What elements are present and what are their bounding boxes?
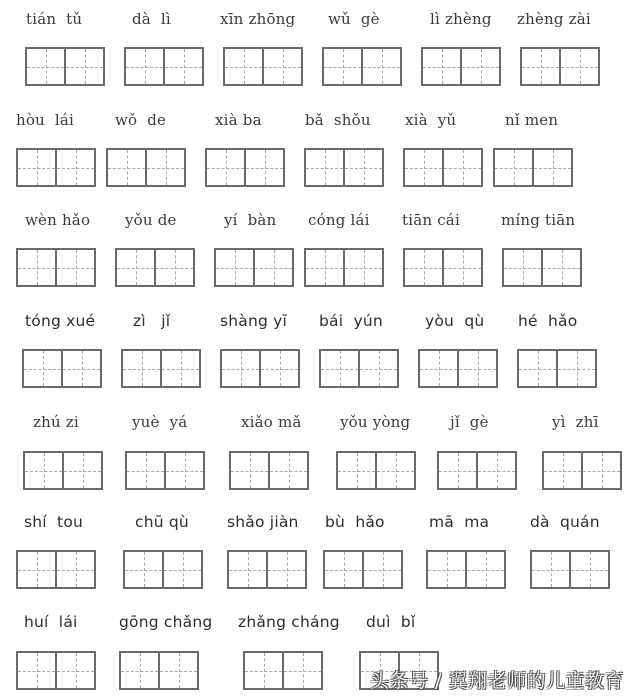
tianzige-cell[interactable] [544,453,581,488]
tianzige-cell[interactable] [154,250,193,285]
pinyin-label: dà quán [530,513,600,531]
tianzige-cell[interactable] [439,453,476,488]
writing-grid[interactable] [115,248,195,287]
writing-grid[interactable] [16,248,96,287]
writing-grid[interactable] [223,47,303,86]
pinyin-label: dà lì [132,10,171,28]
tianzige-cell[interactable] [465,552,504,587]
tianzige-cell[interactable] [145,150,184,185]
writing-grid[interactable] [22,349,102,388]
tianzige-cell[interactable] [442,250,481,285]
pinyin-label: yǒu yòng [340,413,411,431]
tianzige-cell[interactable] [123,351,160,386]
tianzige-cell[interactable] [121,653,158,688]
pinyin-label: zhǎng cháng [238,613,340,631]
tianzige-cell[interactable] [162,552,201,587]
pinyin-label: xiǎo mǎ [241,413,302,431]
tianzige-cell[interactable] [61,351,100,386]
tianzige-cell[interactable] [18,653,55,688]
writing-grid[interactable] [403,148,483,187]
writing-grid[interactable] [403,248,483,287]
tianzige-cell[interactable] [55,653,94,688]
writing-grid[interactable] [23,451,103,490]
writing-grid[interactable] [530,550,610,589]
tianzige-cell[interactable] [324,49,361,84]
writing-grid[interactable] [336,451,416,490]
writing-grid[interactable] [16,148,96,187]
tianzige-cell[interactable] [164,453,203,488]
tianzige-cell[interactable] [55,250,94,285]
tianzige-cell[interactable] [268,453,307,488]
tianzige-cell[interactable] [495,150,532,185]
tianzige-cell[interactable] [519,351,556,386]
tianzige-cell[interactable] [362,552,401,587]
writing-grid[interactable] [418,349,498,388]
tianzige-cell[interactable] [25,453,62,488]
tianzige-cell[interactable] [158,653,197,688]
pinyin-label: zhèng zài [517,10,591,28]
writing-grid[interactable] [304,248,384,287]
pinyin-label: tián tǔ [26,10,83,28]
tianzige-cell[interactable] [229,552,266,587]
tianzige-cell[interactable] [245,653,282,688]
pinyin-label: yòu qù [425,312,485,330]
tianzige-cell[interactable] [405,250,442,285]
tianzige-cell[interactable] [222,351,259,386]
tianzige-cell[interactable] [18,150,55,185]
writing-grid[interactable] [421,47,501,86]
tianzige-cell[interactable] [18,552,55,587]
writing-grid[interactable] [319,349,399,388]
tianzige-cell[interactable] [358,351,397,386]
pinyin-label: bù hǎo [325,513,385,531]
writing-grid[interactable] [517,349,597,388]
tianzige-cell[interactable] [55,150,94,185]
tianzige-cell[interactable] [125,552,162,587]
pinyin-label: shàng yī [220,312,288,330]
writing-grid[interactable] [227,550,307,589]
tianzige-cell[interactable] [541,250,580,285]
tianzige-cell[interactable] [64,49,103,84]
tianzige-cell[interactable] [163,49,202,84]
tianzige-cell[interactable] [55,552,94,587]
writing-grid[interactable] [323,550,403,589]
tianzige-cell[interactable] [266,552,305,587]
tianzige-cell[interactable] [24,351,61,386]
pinyin-label: bái yún [319,312,383,330]
tianzige-cell[interactable] [160,351,199,386]
writing-grid[interactable] [520,47,600,86]
pinyin-label: hòu lái [16,111,75,129]
tianzige-cell[interactable] [556,351,595,386]
tianzige-cell[interactable] [343,250,382,285]
pinyin-label: shí tou [24,513,84,531]
tianzige-cell[interactable] [321,351,358,386]
pinyin-label: cóng lái [308,211,370,229]
tianzige-cell[interactable] [207,150,244,185]
tianzige-cell[interactable] [27,49,64,84]
writing-grid[interactable] [124,47,204,86]
writing-grid[interactable] [125,451,205,490]
pinyin-label: xīn zhōng [220,10,296,28]
tianzige-cell[interactable] [442,150,481,185]
tianzige-cell[interactable] [476,453,515,488]
tianzige-cell[interactable] [405,150,442,185]
tianzige-cell[interactable] [126,49,163,84]
tianzige-cell[interactable] [306,250,343,285]
tianzige-cell[interactable] [325,552,362,587]
writing-grid[interactable] [437,451,517,490]
writing-grid[interactable] [243,651,323,690]
writing-grid[interactable] [322,47,402,86]
writing-grid[interactable] [121,349,201,388]
tianzige-cell[interactable] [420,351,457,386]
tianzige-cell[interactable] [231,453,268,488]
tianzige-cell[interactable] [306,150,343,185]
pinyin-label: yì zhī [552,413,599,431]
tianzige-cell[interactable] [127,453,164,488]
tianzige-cell[interactable] [457,351,496,386]
writing-grid[interactable] [426,550,506,589]
tianzige-cell[interactable] [244,150,283,185]
tianzige-cell[interactable] [338,453,375,488]
pinyin-label: yǒu de [125,211,177,229]
tianzige-cell[interactable] [375,453,414,488]
watermark: 头条号 / 翼翔老师的儿童教育 [370,670,624,692]
tianzige-cell[interactable] [282,653,321,688]
tianzige-cell[interactable] [559,49,598,84]
pinyin-label: duì bǐ [366,613,416,631]
tianzige-cell[interactable] [361,49,400,84]
pinyin-label: míng tiān [501,211,576,229]
pinyin-label: chū qù [135,513,189,531]
writing-grid[interactable] [16,550,96,589]
pinyin-label: nǐ men [505,111,559,129]
tianzige-cell[interactable] [343,150,382,185]
tianzige-cell[interactable] [423,49,460,84]
pinyin-label: zhú zi [33,413,79,431]
pinyin-label: yuè yá [132,413,188,431]
tianzige-cell[interactable] [216,250,253,285]
writing-grid[interactable] [123,550,203,589]
pinyin-label: tóng xué [25,312,96,330]
pinyin-label: xià ba [215,111,262,129]
tianzige-cell[interactable] [581,453,620,488]
tianzige-cell[interactable] [108,150,145,185]
pinyin-label: zì jǐ [133,312,171,330]
pinyin-label: gōng chǎng [119,613,213,631]
writing-grid[interactable] [214,248,294,287]
pinyin-label: wǒ de [115,111,167,129]
writing-grid[interactable] [205,148,285,187]
tianzige-cell[interactable] [532,150,571,185]
tianzige-cell[interactable] [253,250,292,285]
tianzige-cell[interactable] [225,49,262,84]
writing-grid[interactable] [493,148,573,187]
writing-grid[interactable] [220,349,300,388]
writing-grid[interactable] [304,148,384,187]
tianzige-cell[interactable] [117,250,154,285]
pinyin-label: yí bàn [224,211,277,229]
tianzige-cell[interactable] [504,250,541,285]
pinyin-label: jǐ gè [450,413,489,431]
pinyin-label: tiān cái [402,211,460,229]
pinyin-label: shǎo jiàn [227,513,299,531]
writing-grid[interactable] [229,451,309,490]
pinyin-label: huí lái [24,613,78,631]
tianzige-cell[interactable] [532,552,569,587]
tianzige-cell[interactable] [460,49,499,84]
pinyin-label: xià yǔ [405,111,457,129]
writing-grid[interactable] [502,248,582,287]
pinyin-label: lì zhèng [430,10,492,28]
writing-grid[interactable] [119,651,199,690]
writing-grid[interactable] [16,651,96,690]
writing-grid[interactable] [106,148,186,187]
pinyin-label: wèn hǎo [25,211,91,229]
writing-grid[interactable] [542,451,622,490]
pinyin-label: wǔ gè [328,10,380,28]
tianzige-cell[interactable] [62,453,101,488]
pinyin-label: hé hǎo [518,312,578,330]
tianzige-cell[interactable] [428,552,465,587]
writing-grid[interactable] [25,47,105,86]
tianzige-cell[interactable] [259,351,298,386]
pinyin-label: bǎ shǒu [305,111,371,129]
pinyin-label: mā ma [429,513,490,531]
tianzige-cell[interactable] [18,250,55,285]
tianzige-cell[interactable] [569,552,608,587]
tianzige-cell[interactable] [522,49,559,84]
tianzige-cell[interactable] [262,49,301,84]
